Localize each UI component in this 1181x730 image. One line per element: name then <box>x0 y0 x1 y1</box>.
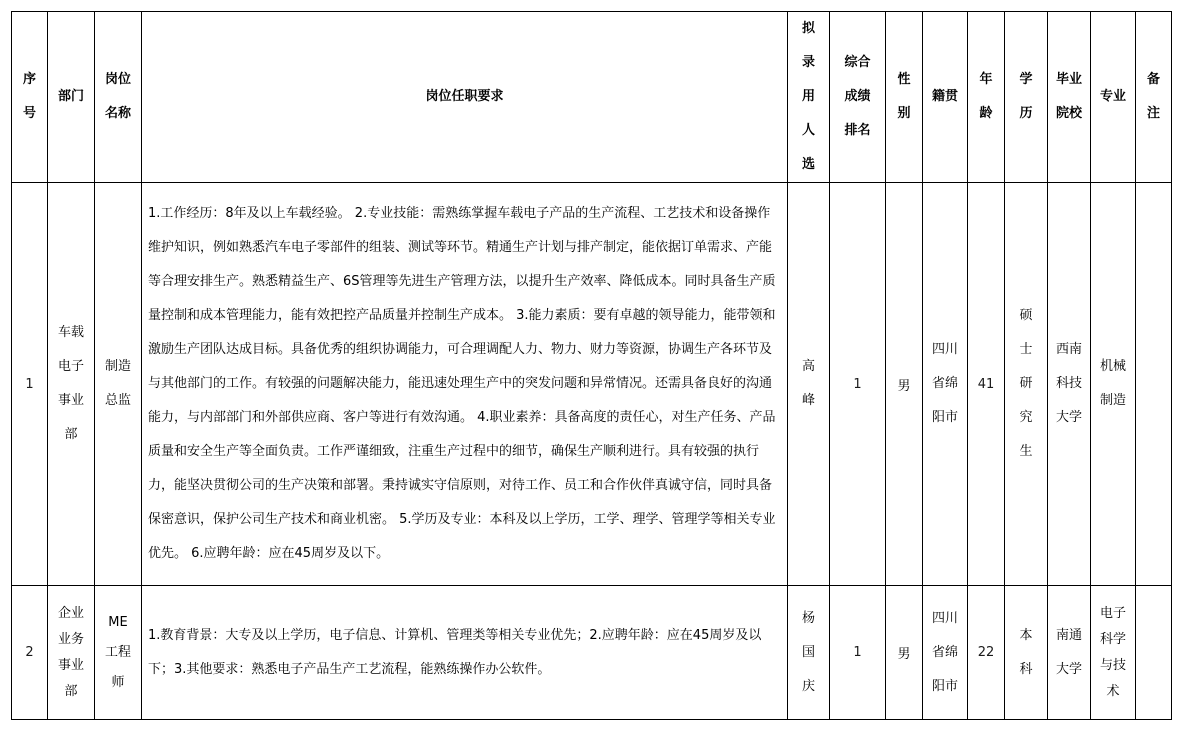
cell-department <box>48 183 95 586</box>
header-index-label: 序号 <box>22 72 36 121</box>
header-row <box>12 12 1172 183</box>
cell-candidate <box>788 586 830 720</box>
header-major-label: 专业 <box>1099 89 1126 104</box>
cell-gender: 男 <box>886 183 923 586</box>
cell-remark <box>1136 183 1172 586</box>
position-text: 制造总监 <box>104 359 131 408</box>
table-row <box>12 586 1172 720</box>
cell-index: 2 <box>12 586 48 720</box>
cell-origin <box>923 586 968 720</box>
department-text: 企业业务事业部 <box>57 605 84 699</box>
header-education-label: 学历 <box>1019 72 1033 121</box>
header-index <box>12 12 48 183</box>
major-text: 电子科学与技术 <box>1099 605 1126 699</box>
candidate-text: 杨国庆 <box>801 610 815 694</box>
school-text: 南通大学 <box>1055 627 1082 677</box>
header-age <box>968 12 1005 183</box>
cell-education <box>1005 183 1048 586</box>
header-position-label: 岗位名称 <box>104 72 131 121</box>
cell-position <box>95 183 142 586</box>
header-remark-label: 备注 <box>1146 72 1160 121</box>
cell-school <box>1048 183 1091 586</box>
candidate-text: 高峰 <box>801 359 815 408</box>
cell-rank: 1 <box>830 586 886 720</box>
cell-education <box>1005 586 1048 720</box>
cell-index: 1 <box>12 183 48 586</box>
department-text: 车载电子事业部 <box>57 325 84 442</box>
header-major <box>1091 12 1136 183</box>
cell-major <box>1091 586 1136 720</box>
header-department-label: 部门 <box>57 89 84 104</box>
header-candidate-label: 拟录用人选 <box>801 21 815 172</box>
cell-school <box>1048 586 1091 720</box>
header-candidate <box>788 12 830 183</box>
cell-origin <box>923 183 968 586</box>
header-school-label: 毕业院校 <box>1055 72 1082 121</box>
table-row <box>12 183 1172 586</box>
header-education <box>1005 12 1048 183</box>
school-text: 西南科技大学 <box>1055 342 1082 425</box>
header-gender <box>886 12 923 183</box>
origin-text: 四川省绵阳市 <box>931 342 958 425</box>
cell-candidate <box>788 183 830 586</box>
header-rank <box>830 12 886 183</box>
cell-age: 22 <box>968 586 1005 720</box>
header-origin-label: 籍贯 <box>931 89 958 104</box>
header-rank-label: 综合成绩排名 <box>844 55 871 138</box>
major-text: 机械制造 <box>1099 359 1126 408</box>
header-requirements-label: 岗位任职要求 <box>425 89 504 104</box>
header-requirements <box>142 12 788 183</box>
cell-major <box>1091 183 1136 586</box>
header-department <box>48 12 95 183</box>
header-remark <box>1136 12 1172 183</box>
origin-text: 四川省绵阳市 <box>931 610 958 694</box>
education-text: 本科 <box>1019 627 1033 677</box>
cell-department <box>48 586 95 720</box>
cell-rank: 1 <box>830 183 886 586</box>
cell-requirements: 1.教育背景：大专及以上学历，电子信息、计算机、管理类等相关专业优先；2.应聘年龄：应在45周岁及以下；3.其他要求：熟悉电子产品生产工艺流程，能熟练操作办公软件。 <box>142 586 788 720</box>
cell-requirements: 1.工作经历：8年及以上车载经验。 2.专业技能：需熟练掌握车载电子产品的生产流程、工艺技术和设备操作维护知识，例如熟悉汽车电子零部件的组装、测试等环节。精通生产计划与排产制定，能依据订单需求、产能等合理安排生产。熟悉精益生产、6S管理等先进生产管理方法，以提升生产效率、降低成本。同时具备生产质量控制和成本管理能力，能有效把控产品质量并控制生产成本。 3.能力素质：要有卓越的领导能力，能带领和激励生产团队达成目标。具备优秀的组织协调能力，可合理调配人力、物力、财力等资源，协调生产各环节及与其他部门的工作。有较强的问题解决能力，能迅速处理生产中的突发问题和异常情况。还需具备良好的沟通能力，与内部部门和外部供应商、客户等进行有效沟通。 4.职业素养：具备高度的责任心，对生产任务、产品质量和安全生产等全面负责。工作严谨细致，注重生产过程中的细节，确保生产顺利进行。具有较强的执行力，能坚决贯彻公司的生产决策和部署。秉持诚实守信原则，对待工作、员工和合作伙伴真诚守信，同时具备保密意识，保护公司生产技术和商业机密。 5.学历及专业：本科及以上学历，工学、理学、管理学等相关专业优先。 6.应聘年龄：应在45周岁及以下。 <box>142 183 788 586</box>
header-position <box>95 12 142 183</box>
position-text: ME工程师 <box>104 614 131 690</box>
education-text: 硕士研究生 <box>1019 308 1033 459</box>
header-origin <box>923 12 968 183</box>
header-gender-label: 性别 <box>897 72 911 121</box>
cell-age: 41 <box>968 183 1005 586</box>
cell-position <box>95 586 142 720</box>
recruitment-table <box>11 11 1172 720</box>
cell-gender: 男 <box>886 586 923 720</box>
header-age-label: 年龄 <box>979 72 993 121</box>
header-school <box>1048 12 1091 183</box>
cell-remark <box>1136 586 1172 720</box>
